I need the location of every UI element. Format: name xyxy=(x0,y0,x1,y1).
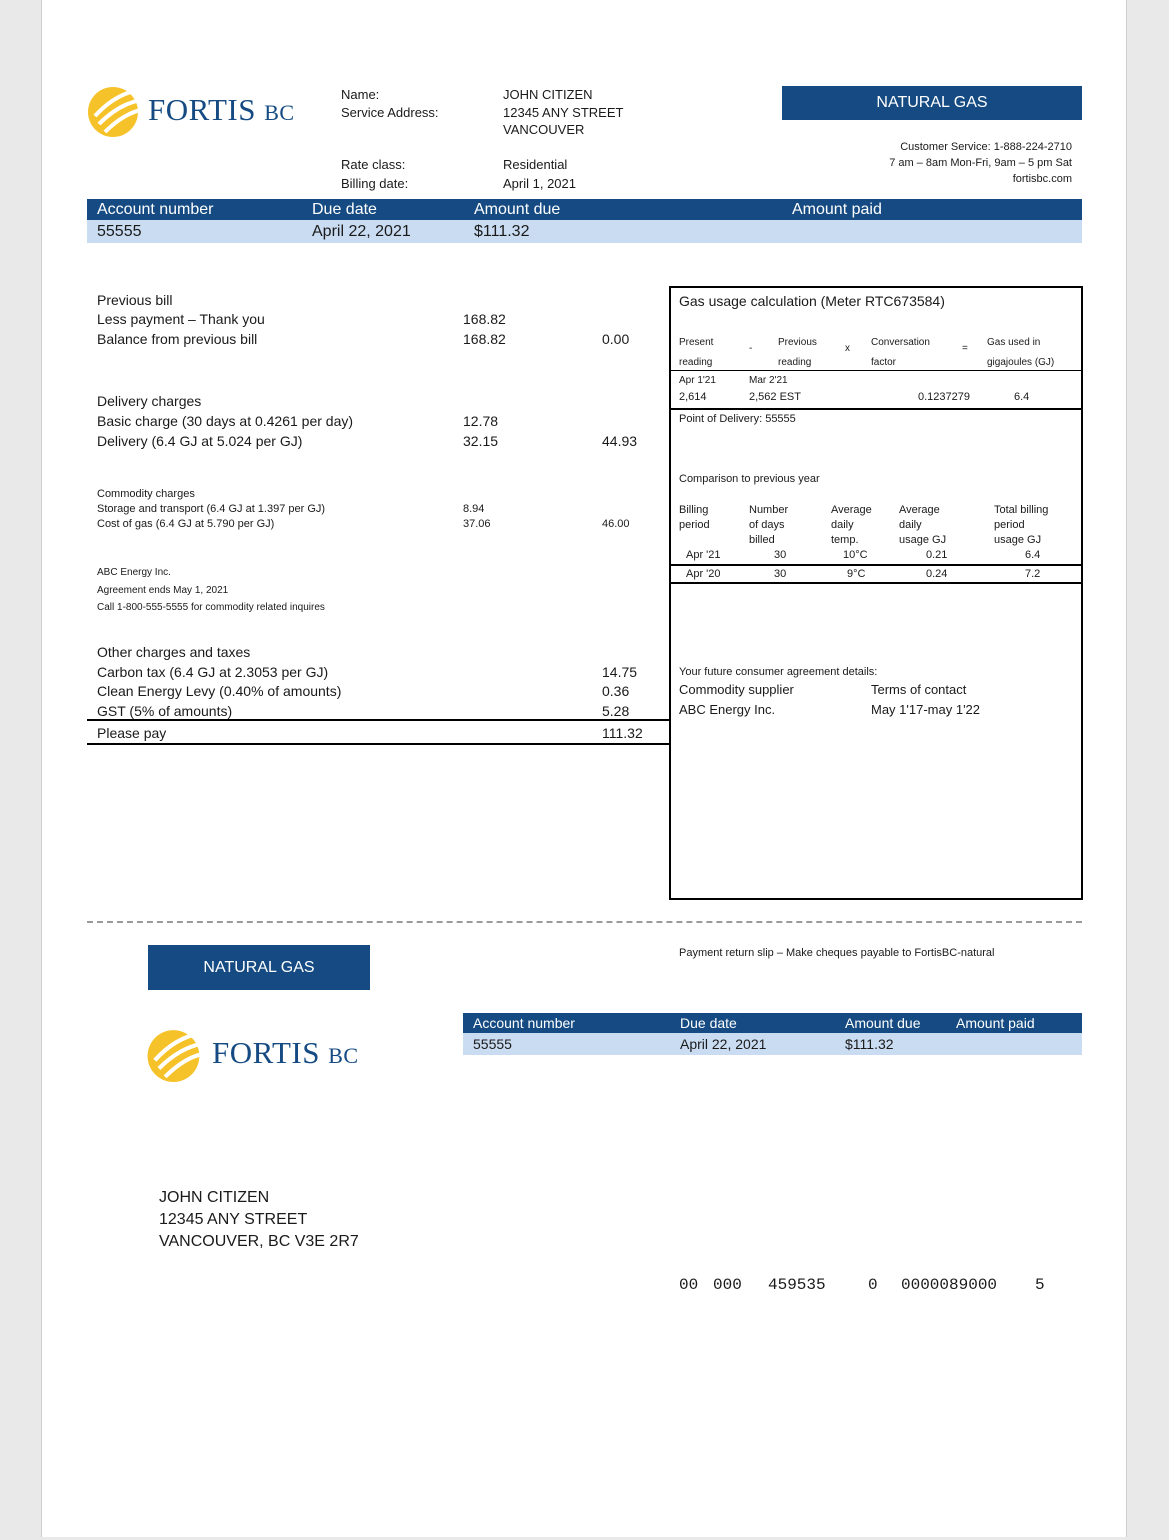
col-previous-reading: Previous reading xyxy=(778,337,817,368)
service-address-label: Service Address: xyxy=(341,105,439,120)
rate-class-label: Rate class: xyxy=(341,157,406,172)
slip-natural-gas-banner: NATURAL GAS xyxy=(148,945,370,990)
comp-row-total: 7.2 xyxy=(1025,568,1041,580)
comp-row-total: 6.4 xyxy=(1025,549,1041,561)
comp-header-days: Number of days billed xyxy=(749,504,789,546)
supplier-name: ABC Energy Inc. xyxy=(97,567,171,578)
address-line2: VANCOUVER xyxy=(503,122,585,137)
customer-service-phone: Customer Service: 1-888-224-2710 xyxy=(900,141,1072,153)
micr-field: 0000089000 xyxy=(901,1276,998,1294)
slip-header-amount-paid: Amount paid xyxy=(956,1015,1035,1031)
divider xyxy=(87,743,670,745)
conversion-factor-value: 0.1237279 xyxy=(918,391,970,403)
point-of-delivery: Point of Delivery: 55555 xyxy=(679,413,796,425)
less-payment-label: Less payment – Thank you xyxy=(97,311,265,327)
comp-row-days: 30 xyxy=(774,568,787,580)
usage-title: Gas usage calculation (Meter RTC673584) xyxy=(679,293,945,309)
mail-address-line1: 12345 ANY STREET xyxy=(159,1211,308,1228)
col-gas-used: Gas used in gigajoules (GJ) xyxy=(987,337,1055,368)
mail-address-line2: VANCOUVER, BC V3E 2R7 xyxy=(159,1233,359,1250)
balance-label: Balance from previous bill xyxy=(97,331,258,347)
commodity-total: 46.00 xyxy=(602,518,630,530)
comp-header-temp: Average daily temp. xyxy=(831,504,872,546)
summary-due-date: April 22, 2021 xyxy=(312,223,411,240)
please-pay-label: Please pay xyxy=(97,725,167,741)
storage-label: Storage and transport (6.4 GJ at 1.397 per GJ) xyxy=(97,503,326,515)
clean-energy-value: 0.36 xyxy=(602,683,630,699)
micr-field: 0 xyxy=(868,1276,878,1294)
summary-header-bar xyxy=(87,199,1082,220)
delivery-charges-title: Delivery charges xyxy=(97,393,202,409)
comp-row-period: Apr '21 xyxy=(686,549,721,561)
gst-value: 5.28 xyxy=(602,703,630,719)
summary-account-number: 55555 xyxy=(97,223,142,240)
slip-header-due: Due date xyxy=(680,1015,737,1031)
summary-header-amount-paid: Amount paid xyxy=(792,201,882,218)
agreement-ends: Agreement ends May 1, 2021 xyxy=(97,585,229,596)
slip-header-bar xyxy=(463,1013,1082,1033)
bill-page xyxy=(41,0,1127,1537)
comp-header-total-usage: Total billing period usage GJ xyxy=(994,504,1049,546)
customer-service-hours: 7 am – 8am Mon-Fri, 9am – 5 pm Sat xyxy=(889,157,1072,169)
comp-row-avg: 0.24 xyxy=(926,568,948,580)
less-payment-value: 168.82 xyxy=(463,311,506,327)
previous-bill-title: Previous bill xyxy=(97,292,173,308)
name-label: Name: xyxy=(341,87,380,102)
summary-values-bar xyxy=(87,220,1082,243)
divider xyxy=(671,370,1081,371)
comp-row-days: 30 xyxy=(774,549,787,561)
divider xyxy=(671,564,1081,566)
col-conversion-factor: Conversation factor xyxy=(871,337,930,368)
fortis-logo-icon xyxy=(87,82,142,138)
customer-service-info xyxy=(782,139,1072,187)
slip-header-account: Account number xyxy=(473,1015,575,1031)
delivery-total: 44.93 xyxy=(602,433,638,449)
divider xyxy=(671,582,1081,584)
slip-amount-due: $111.32 xyxy=(845,1036,894,1052)
tear-line xyxy=(87,921,1082,923)
balance-total: 0.00 xyxy=(602,331,630,347)
comp-row-temp: 9°C xyxy=(847,568,866,580)
commodity-supplier-label: Commodity supplier xyxy=(679,682,794,697)
slip-fortis-logo-text: FORTIS BC xyxy=(212,1035,359,1070)
other-charges-title: Other charges and taxes xyxy=(97,644,251,660)
comp-row-temp: 10°C xyxy=(843,549,868,561)
gas-usage-box xyxy=(669,286,1083,900)
clean-energy-label: Clean Energy Levy (0.40% of amounts) xyxy=(97,683,342,699)
address-line1: 12345 ANY STREET xyxy=(503,105,624,120)
comp-row-period: Apr '20 xyxy=(686,568,721,580)
previous-value: 2,562 EST xyxy=(749,391,801,403)
micr-field: 000 xyxy=(713,1276,742,1294)
rate-class-value: Residential xyxy=(503,157,568,172)
commodity-supplier-value: ABC Energy Inc. xyxy=(679,702,776,717)
storage-value: 8.94 xyxy=(463,503,485,515)
comp-header-avg-usage: Average daily usage GJ xyxy=(899,504,947,546)
gj-used-value: 6.4 xyxy=(1014,391,1030,403)
summary-amount-due: $111.32 xyxy=(474,223,530,240)
carbon-tax-label: Carbon tax (6.4 GJ at 2.3053 per GJ) xyxy=(97,664,329,680)
basic-charge-value: 12.78 xyxy=(463,413,499,429)
terms-label: Terms of contact xyxy=(871,682,967,697)
terms-value: May 1'17-may 1'22 xyxy=(871,702,981,717)
balance-value: 168.82 xyxy=(463,331,506,347)
comparison-title: Comparison to previous year xyxy=(679,473,820,485)
previous-date: Mar 2'21 xyxy=(749,375,788,386)
fortis-logo-text: FORTIS BC xyxy=(148,92,295,127)
gst-label: GST (5% of amounts) xyxy=(97,703,233,719)
website-link[interactable]: fortisbc.com xyxy=(1012,173,1072,185)
future-agreement-title: Your future consumer agreement details: xyxy=(679,666,878,678)
commodity-charges-title: Commodity charges xyxy=(97,488,195,500)
delivery-value: 32.15 xyxy=(463,433,499,449)
present-value: 2,614 xyxy=(679,391,707,403)
summary-header-account: Account number xyxy=(97,201,214,218)
present-date: Apr 1'21 xyxy=(679,375,716,386)
col-present-reading: Present reading xyxy=(679,337,714,368)
mail-name: JOHN CITIZEN xyxy=(159,1189,270,1206)
summary-header-amount-due: Amount due xyxy=(474,201,561,218)
op-times: x xyxy=(845,343,850,354)
cost-of-gas-label: Cost of gas (6.4 GJ at 5.790 per GJ) xyxy=(97,518,275,530)
please-pay-value: 111.32 xyxy=(602,725,643,741)
basic-charge-label: Basic charge (30 days at 0.4261 per day) xyxy=(97,413,354,429)
customer-name: JOHN CITIZEN xyxy=(503,87,593,102)
delivery-label: Delivery (6.4 GJ at 5.024 per GJ) xyxy=(97,433,303,449)
op-minus: - xyxy=(749,343,753,354)
divider xyxy=(87,719,670,721)
slip-fortis-logo-icon xyxy=(146,1025,204,1083)
natural-gas-banner: NATURAL GAS xyxy=(782,86,1082,120)
billing-date-label: Billing date: xyxy=(341,176,409,191)
billing-date-value: April 1, 2021 xyxy=(503,176,576,191)
op-equals: = xyxy=(962,343,968,354)
slip-values-bar xyxy=(463,1033,1082,1055)
cost-of-gas-value: 37.06 xyxy=(463,518,491,530)
comp-header-period: Billing period xyxy=(679,504,710,531)
summary-header-due: Due date xyxy=(312,201,377,218)
comp-row-avg: 0.21 xyxy=(926,549,948,561)
micr-field: 00 xyxy=(679,1276,699,1294)
slip-header-amount-due: Amount due xyxy=(845,1015,921,1031)
supplier-call: Call 1-800-555-5555 for commodity related inquires xyxy=(97,602,325,613)
slip-account-number: 55555 xyxy=(473,1036,512,1052)
slip-note: Payment return slip – Make cheques payable to FortisBC-natural xyxy=(679,947,995,959)
micr-field: 5 xyxy=(1035,1276,1045,1294)
micr-field: 459535 xyxy=(768,1276,826,1294)
divider xyxy=(671,408,1081,410)
carbon-tax-value: 14.75 xyxy=(602,664,638,680)
slip-due-date: April 22, 2021 xyxy=(680,1036,767,1052)
